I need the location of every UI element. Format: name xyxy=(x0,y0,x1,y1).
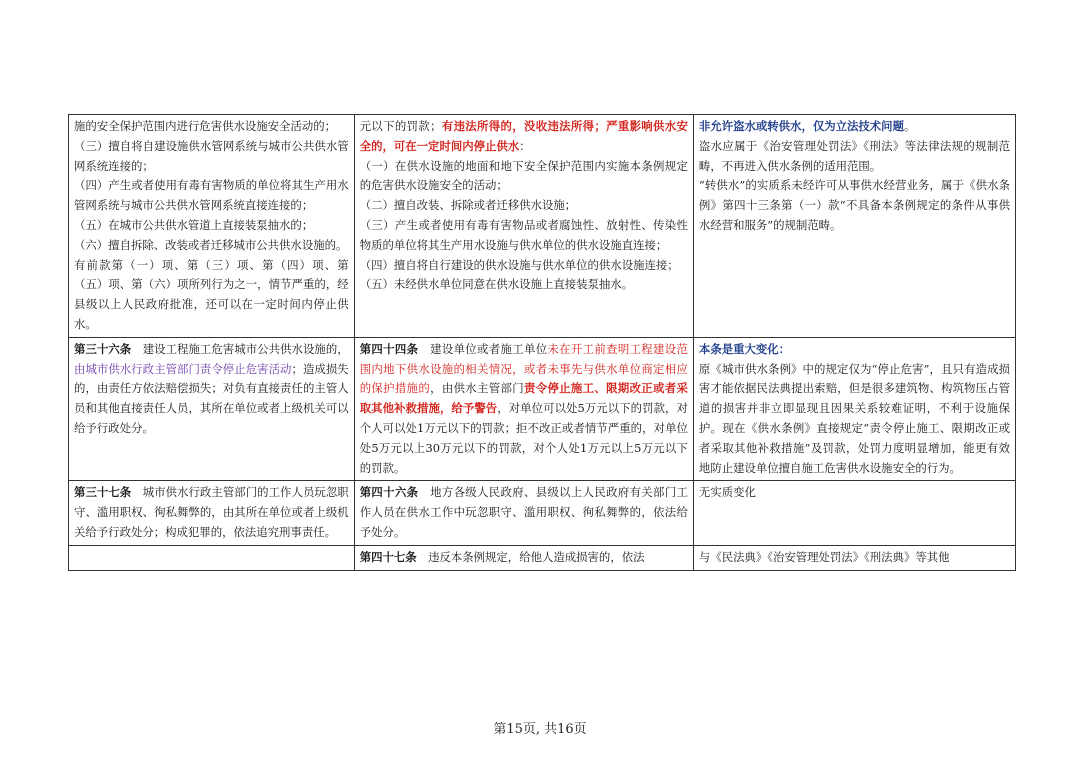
paragraph: （六）擅自拆除、改装或者迁移城市公共供水设施的。 xyxy=(74,237,348,252)
commentary-cell xyxy=(693,337,1015,481)
paragraph: （二）擅自改装、拆除或者迁移供水设施； xyxy=(359,198,577,213)
text-run: 第四十七条 xyxy=(359,549,417,564)
old-regulation-cell xyxy=(69,545,355,570)
commentary-cell xyxy=(693,115,1015,338)
paragraph: 无实质变化 xyxy=(698,485,756,500)
text-run: 违反本条例规定，给他人造成损害的，依法 xyxy=(416,549,645,564)
paragraph: “转供水”的实质系未经许可从事供水经营业务，属于《供水条例》第四十三条第（一）款“不具备本条例规定的条件从事供水经营和服务”的规制范畴。 xyxy=(698,178,1010,232)
text-run: 第四十六条 xyxy=(359,485,419,500)
text-run: ，对单位可以处5万元以下的罚款，对个人可以处1万元以下的罚款；拒不改正或者情节严重的，对单位处5万元以上30万元以下的罚款，对个人处1万元以上5万元以下的罚款。 xyxy=(359,401,688,475)
commentary-cell xyxy=(693,545,1015,570)
paragraph xyxy=(360,340,688,479)
paragraph: （五）未经供水单位同意在供水设施上直接装泵抽水。 xyxy=(359,277,634,292)
text-run: 元以下的罚款； xyxy=(359,119,442,133)
text-run: 第三十七条 xyxy=(74,485,132,500)
new-regulation-cell xyxy=(354,481,693,545)
paragraph xyxy=(360,483,688,542)
paragraph: （三）产生或者使用有毒有害物品或者腐蚀性、放射性、传染性物质的单位将其生产用水设施与供水单位的供水设施直连接； xyxy=(359,217,688,252)
text-run: ，由供水主管部门 xyxy=(430,381,524,396)
text-run: 由城市供水行政主管部门责令停止危害活动 xyxy=(74,361,292,376)
new-regulation-cell xyxy=(354,337,693,481)
table-row xyxy=(69,545,1016,570)
paragraph: （四）产生或者使用有毒有害物质的单位将其生产用水管网系统与城市公共供水管网系统直接连接的； xyxy=(74,178,349,213)
paragraph: 有前款第（一）项、第（三）项、第（四）项、第（五）项、第（六）项所列行为之一，情节严重的，经县级以上人民政府批准，还可以在一定时间内停止供水。 xyxy=(74,257,349,331)
text-run: 。 xyxy=(903,119,916,133)
old-regulation-cell xyxy=(69,481,355,545)
paragraph xyxy=(360,548,688,568)
new-regulation-cell xyxy=(354,115,693,338)
paragraph: （四）擅自将自行建设的供水设施与供水单位的供水设施连接； xyxy=(359,257,679,272)
new-regulation-cell xyxy=(354,545,693,570)
paragraph: （一）在供水设施的地面和地下安全保护范围内实施本条例规定的危害供水设施安全的活动； xyxy=(359,158,688,193)
text-run: 地方各级人民政府、县级以上人民政府有关部门工作人员在供水工作中玩忽职守、滥用职权、徇私舞弊的，依法给予处分。 xyxy=(359,485,688,539)
page-number: 第15页, 共16页 xyxy=(493,722,587,737)
old-regulation-cell xyxy=(69,337,355,481)
text-run: ： xyxy=(519,138,531,153)
paragraph: （五）在城市公共供水管道上直接装泵抽水的； xyxy=(74,217,314,232)
paragraph: 本条是重大变化： xyxy=(698,341,791,356)
table-row xyxy=(69,481,1016,545)
paragraph xyxy=(74,483,349,542)
table-row xyxy=(69,337,1016,481)
text-run: ；造成损失的，由责任方依法赔偿损失；对负有直接责任的主管人员和其他直接责任人员，其所在单位或者上级机关可以给予行政处分。 xyxy=(74,361,349,435)
text-run: 建设工程施工危害城市公共供水设施的， xyxy=(131,341,349,356)
paragraph: 施的安全保护范围内进行危害供水设施安全活动的； xyxy=(74,119,336,133)
table-row xyxy=(69,115,1016,338)
text-run: 城市供水行政主管部门的工作人员玩忽职守、滥用职权、徇私舞弊的，由其所在单位或者上级机关给予行政处分；构成犯罪的，依法追究刑事责任。 xyxy=(74,485,349,539)
paragraph: 盗水应属于《治安管理处罚法》《刑法》等法律法规的规制范畴，不再进入供水条例的适用范围。 xyxy=(698,138,1010,173)
text-run: 第三十六条 xyxy=(74,341,132,356)
paragraph: 原《城市供水条例》中的规定仅为“停止危害”，且只有造成损害才能依据民法典提出索赔，但是很多建筑物、构筑物压占管道的损害并非立即显现且因果关系较难证明，不利于设施保护。现在《供水条例》直接规定“责令停止施工、限期改正或者采取其他补救措施”及罚款，处罚力度明显增加，能更有效地防止建设单位擅自施工危害供水设施安全的行为。 xyxy=(698,361,1010,475)
text-run: 有违法所得的，没收违法所得；严重影响供水安全的，可在一定时间内停止供水 xyxy=(359,119,688,153)
old-regulation-cell xyxy=(69,115,355,338)
comparison-table xyxy=(68,114,1016,571)
paragraph: （三）擅自将自建设施供水管网系统与城市公共供水管网系统连接的； xyxy=(74,138,349,173)
text-run: 非允许盗水或转供水，仅为立法技术问题 xyxy=(698,119,904,133)
text-run: 未在开工前查明工程建设范围内地下供水设施的相关情况，或者未事先与供水单位商定相应的保护措施的 xyxy=(359,341,688,396)
text-run: 责令停止施工、限期改正或者采取其他补救措施，给予警告 xyxy=(359,381,688,416)
paragraph: 与《民法典》《治安管理处罚法》《刑法典》等其他 xyxy=(698,549,950,564)
text-run: 建设单位或者施工单位 xyxy=(418,341,548,356)
paragraph xyxy=(74,340,349,439)
paragraph xyxy=(699,117,1010,137)
paragraph xyxy=(360,117,688,157)
commentary-cell xyxy=(693,481,1015,545)
text-run: 第四十四条 xyxy=(359,341,419,356)
